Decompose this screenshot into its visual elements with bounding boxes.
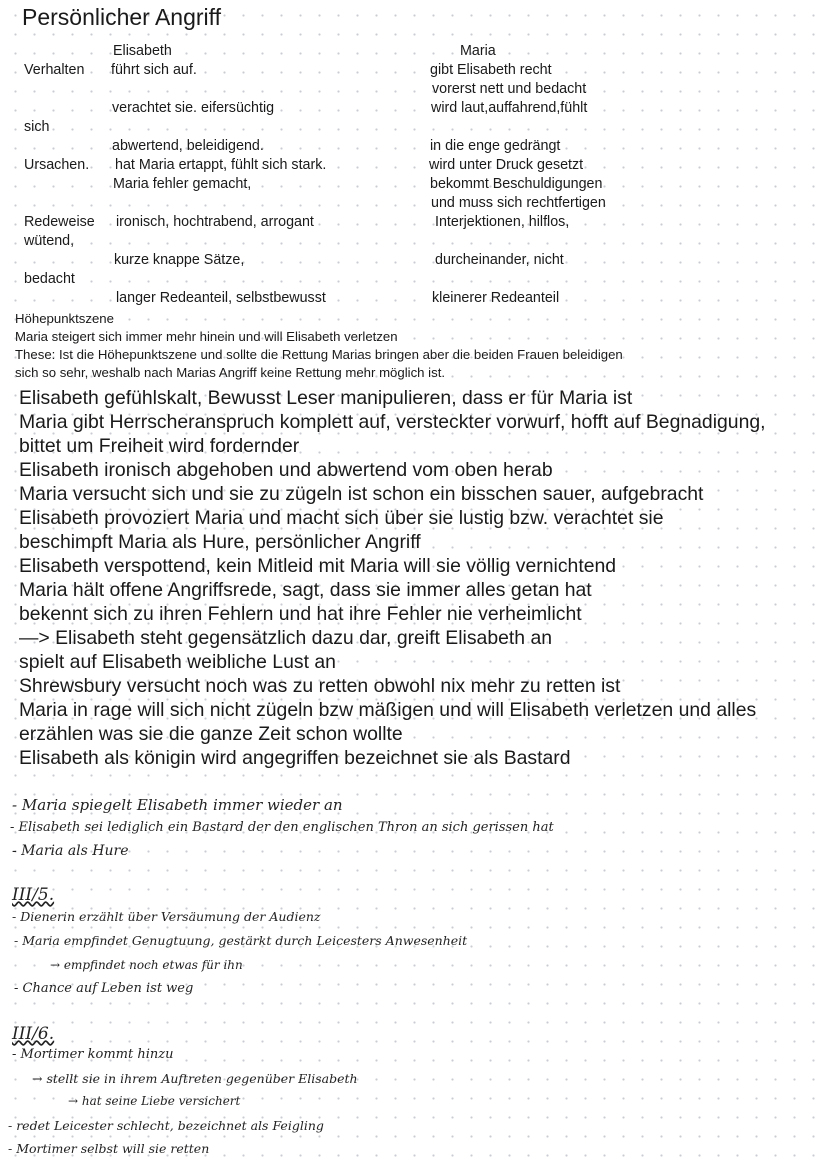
verhalten-elisabeth-3: abwertend, beleidigend.	[112, 138, 264, 154]
redeweise-maria-2: durcheinander, nicht	[435, 252, 564, 268]
ursachen-elisabeth-2: Maria fehler gemacht,	[113, 176, 252, 192]
ursachen-maria-2: bekommt Beschuldigungen	[430, 176, 603, 192]
verhalten-elisabeth-1: führt sich auf.	[111, 62, 197, 78]
row-label-verhalten: Verhalten	[24, 62, 85, 78]
note-line: Elisabeth verspottend, kein Mitleid mit Maria will sie völlig vernichtend	[19, 555, 617, 577]
verhalten-maria-4: in die enge gedrängt	[430, 138, 561, 154]
verhalten-maria-3: wird laut,auffahrend,fühlt	[431, 100, 588, 116]
redeweise-elisabeth-3: langer Redeanteil, selbstbewusst	[116, 290, 326, 306]
verhalten-maria-2: vorerst nett und bedacht	[432, 81, 587, 97]
handwritten-line: - Elisabeth sei lediglich ein Bastard der den englischen Thron an sich gerissen hat	[10, 820, 554, 835]
handwritten-line: - Maria empfindet Genugtuung, gestärkt durch Leicesters Anwesenheit	[14, 933, 468, 948]
row-label-redeweise-cont2: bedacht	[24, 271, 75, 287]
handwritten-line: → hat seine Liebe versichert	[68, 1094, 241, 1108]
note-line: erzählen was sie die ganze Zeit schon wollte	[19, 723, 403, 745]
redeweise-maria-1: Interjektionen, hilflos,	[435, 214, 570, 230]
handwritten-line: → empfindet noch etwas für ihn	[50, 958, 243, 972]
hoehepunkt-heading: Höhepunktszene	[15, 311, 114, 326]
row-label-redeweise-cont1: wütend,	[24, 233, 75, 249]
redeweise-maria-3: kleinerer Redeanteil	[432, 290, 560, 306]
col-header-maria: Maria	[460, 43, 496, 59]
handwritten-line: - Chance auf Leben ist weg	[14, 981, 194, 996]
handwritten-line: - Mortimer kommt hinzu	[12, 1047, 174, 1062]
note-line: Maria hält offene Angriffsrede, sagt, dass sie immer alles getan hat	[19, 579, 592, 601]
verhalten-elisabeth-2: verachtet sie. eifersüchtig	[112, 100, 275, 116]
handwritten-line: - Mortimer selbst will sie retten	[8, 1141, 210, 1156]
note-line: Elisabeth als königin wird angegriffen bezeichnet sie als Bastard	[19, 747, 571, 769]
hoehepunkt-line: sich so sehr, weshalb nach Marias Angriff keine Rettung mehr möglich ist.	[15, 365, 446, 380]
notes-list	[19, 386, 766, 770]
note-line: Elisabeth gefühlskalt, Bewusst Leser manipulieren, dass er für Maria ist	[19, 387, 633, 409]
ursachen-maria-1: wird unter Druck gesetzt	[429, 157, 584, 173]
handwritten-line: - Maria spiegelt Elisabeth immer wieder an	[12, 796, 343, 814]
ursachen-maria-3: und muss sich rechtfertigen	[431, 195, 606, 211]
handwritten-line: - redet Leicester schlecht, bezeichnet als Feigling	[8, 1118, 324, 1133]
page-title: Persönlicher Angriff	[22, 4, 222, 30]
note-line: bekennt sich zu ihren Fehlern und hat ihre Fehler nie verheimlicht	[19, 603, 582, 625]
redeweise-elisabeth-2: kurze knappe Sätze,	[114, 252, 245, 268]
verhalten-maria-1: gibt Elisabeth recht	[430, 62, 552, 78]
handwritten-line: - Dienerin erzählt über Versäumung der Audienz	[12, 909, 321, 924]
note-line: Maria in rage will sich nicht zügeln bzw mäßigen und will Elisabeth verletzen und alles	[19, 699, 757, 721]
note-line: Elisabeth provoziert Maria und macht sich über sie lustig bzw. verachtet sie	[19, 507, 664, 529]
row-label-redeweise: Redeweise	[24, 214, 95, 230]
note-line: —> Elisabeth steht gegensätzlich dazu dar, greift Elisabeth an	[19, 627, 553, 649]
note-line: Shrewsbury versucht noch was zu retten obwohl nix mehr zu retten ist	[19, 675, 621, 697]
hoehepunkt-line: These: Ist die Höhepunktszene und sollte die Rettung Marias bringen aber die beiden Frauen beleidigen	[15, 347, 623, 362]
handwritten-line: - Maria als Hure	[12, 843, 129, 859]
section-heading-iii6: III/6.	[12, 1024, 55, 1044]
note-line: spielt auf Elisabeth weibliche Lust an	[19, 651, 336, 673]
handwritten-line: → stellt sie in ihrem Auftreten gegenüber Elisabeth	[32, 1071, 358, 1086]
section-heading-iii5: III/5.	[12, 885, 55, 905]
redeweise-elisabeth-1: ironisch, hochtrabend, arrogant	[116, 214, 314, 230]
note-line: Maria gibt Herrscheranspruch komplett auf, versteckter vorwurf, hofft auf Begnadigung,	[19, 411, 766, 433]
note-line: bittet um Freiheit wird fordernder	[19, 435, 300, 457]
note-line: beschimpft Maria als Hure, persönlicher Angriff	[19, 531, 421, 553]
ursachen-elisabeth-1: hat Maria ertappt, fühlt sich stark.	[115, 157, 327, 173]
row-label-verhalten-cont: sich	[24, 119, 50, 135]
col-header-elisabeth: Elisabeth	[113, 43, 172, 59]
note-line: Elisabeth ironisch abgehoben und abwertend vom oben herab	[19, 459, 553, 481]
note-line: Maria versucht sich und sie zu zügeln ist schon ein bisschen sauer, aufgebracht	[19, 483, 704, 505]
row-label-ursachen: Ursachen.	[24, 157, 90, 173]
hoehepunkt-line: Maria steigert sich immer mehr hinein und will Elisabeth verletzen	[15, 329, 398, 344]
